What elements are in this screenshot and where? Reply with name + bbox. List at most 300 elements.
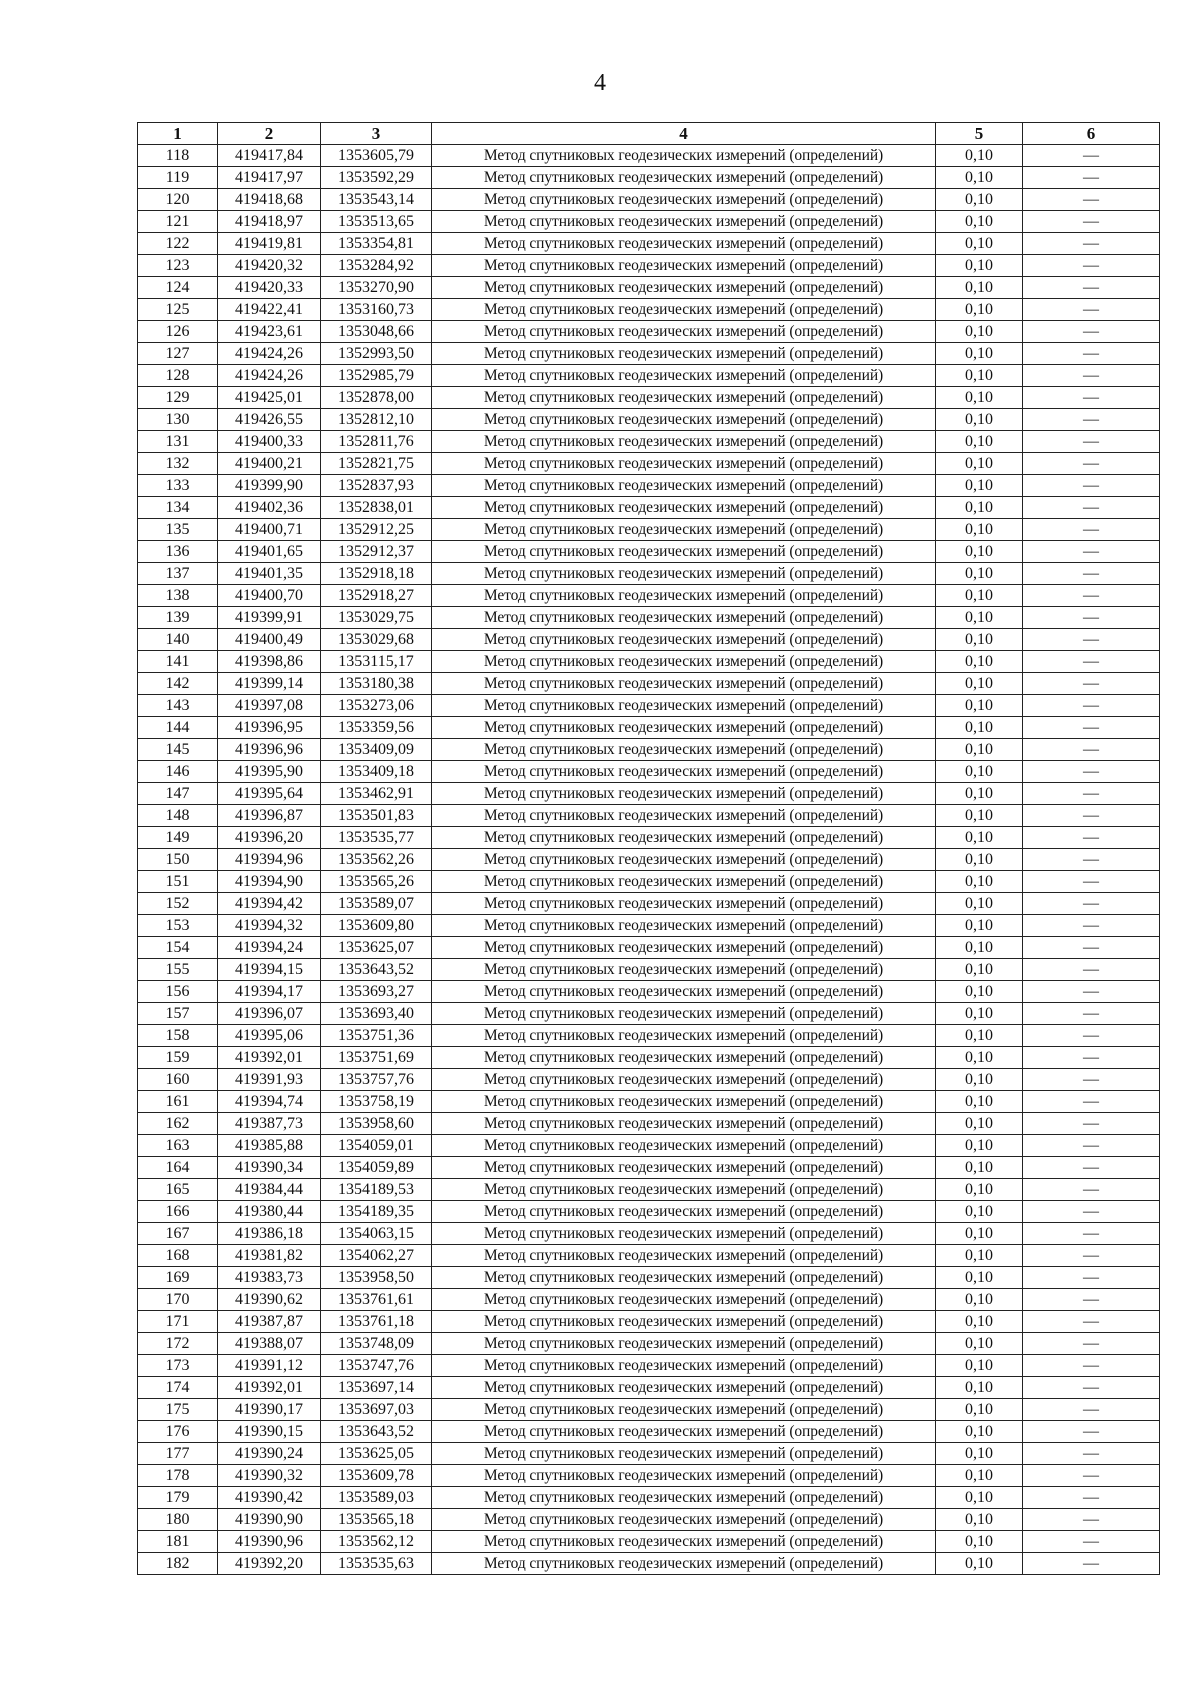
accuracy-cell: 0,10	[936, 1135, 1023, 1157]
table-row	[138, 145, 1160, 167]
method-cell: Метод спутниковых геодезических измерений (определений)	[432, 717, 936, 739]
x-coordinate-cell: 419400,21	[218, 453, 321, 475]
method-cell: Метод спутниковых геодезических измерений (определений)	[432, 497, 936, 519]
y-coordinate-cell: 1352821,75	[321, 453, 432, 475]
point-number-cell: 142	[138, 673, 218, 695]
method-cell: Метод спутниковых геодезических измерений (определений)	[432, 1355, 936, 1377]
method-cell: Метод спутниковых геодезических измерений (определений)	[432, 783, 936, 805]
note-cell: —	[1023, 805, 1160, 827]
point-number-cell: 152	[138, 893, 218, 915]
y-coordinate-cell: 1352912,37	[321, 541, 432, 563]
accuracy-cell: 0,10	[936, 1047, 1023, 1069]
point-number-cell: 118	[138, 145, 218, 167]
x-coordinate-cell: 419401,65	[218, 541, 321, 563]
point-number-cell: 120	[138, 189, 218, 211]
note-cell: —	[1023, 1443, 1160, 1465]
x-coordinate-cell: 419397,08	[218, 695, 321, 717]
table-row	[138, 1025, 1160, 1047]
table-row	[138, 849, 1160, 871]
x-coordinate-cell: 419396,20	[218, 827, 321, 849]
y-coordinate-cell: 1353409,18	[321, 761, 432, 783]
method-cell: Метод спутниковых геодезических измерений (определений)	[432, 277, 936, 299]
y-coordinate-cell: 1353029,75	[321, 607, 432, 629]
point-number-cell: 145	[138, 739, 218, 761]
point-number-cell: 148	[138, 805, 218, 827]
note-cell: —	[1023, 1047, 1160, 1069]
note-cell: —	[1023, 497, 1160, 519]
method-cell: Метод спутниковых геодезических измерений (определений)	[432, 365, 936, 387]
x-coordinate-cell: 419396,87	[218, 805, 321, 827]
note-cell: —	[1023, 189, 1160, 211]
accuracy-cell: 0,10	[936, 1069, 1023, 1091]
y-coordinate-cell: 1352918,18	[321, 563, 432, 585]
method-cell: Метод спутниковых геодезических измерений (определений)	[432, 1311, 936, 1333]
table-row	[138, 893, 1160, 915]
accuracy-cell: 0,10	[936, 277, 1023, 299]
method-cell: Метод спутниковых геодезических измерений (определений)	[432, 1113, 936, 1135]
y-coordinate-cell: 1353029,68	[321, 629, 432, 651]
y-coordinate-cell: 1353501,83	[321, 805, 432, 827]
accuracy-cell: 0,10	[936, 211, 1023, 233]
note-cell: —	[1023, 1355, 1160, 1377]
note-cell: —	[1023, 629, 1160, 651]
x-coordinate-cell: 419420,32	[218, 255, 321, 277]
method-cell: Метод спутниковых геодезических измерений (определений)	[432, 145, 936, 167]
x-coordinate-cell: 419400,70	[218, 585, 321, 607]
method-cell: Метод спутниковых геодезических измерений (определений)	[432, 541, 936, 563]
x-coordinate-cell: 419396,07	[218, 1003, 321, 1025]
table-row	[138, 1069, 1160, 1091]
note-cell: —	[1023, 695, 1160, 717]
table-row	[138, 1135, 1160, 1157]
y-coordinate-cell: 1354062,27	[321, 1245, 432, 1267]
y-coordinate-cell: 1352993,50	[321, 343, 432, 365]
point-number-cell: 135	[138, 519, 218, 541]
accuracy-cell: 0,10	[936, 1399, 1023, 1421]
accuracy-cell: 0,10	[936, 497, 1023, 519]
note-cell: —	[1023, 1509, 1160, 1531]
method-cell: Метод спутниковых геодезических измерений (определений)	[432, 233, 936, 255]
method-cell: Метод спутниковых геодезических измерений (определений)	[432, 321, 936, 343]
y-coordinate-cell: 1353562,12	[321, 1531, 432, 1553]
point-number-cell: 168	[138, 1245, 218, 1267]
x-coordinate-cell: 419418,68	[218, 189, 321, 211]
point-number-cell: 169	[138, 1267, 218, 1289]
note-cell: —	[1023, 431, 1160, 453]
method-cell: Метод спутниковых геодезических измерений (определений)	[432, 959, 936, 981]
point-number-cell: 157	[138, 1003, 218, 1025]
accuracy-cell: 0,10	[936, 145, 1023, 167]
note-cell: —	[1023, 915, 1160, 937]
method-cell: Метод спутниковых геодезических измерений (определений)	[432, 739, 936, 761]
table-row	[138, 673, 1160, 695]
table-row	[138, 1179, 1160, 1201]
y-coordinate-cell: 1353693,40	[321, 1003, 432, 1025]
note-cell: —	[1023, 409, 1160, 431]
table-row	[138, 1289, 1160, 1311]
method-cell: Метод спутниковых геодезических измерений (определений)	[432, 651, 936, 673]
method-cell: Метод спутниковых геодезических измерений (определений)	[432, 1443, 936, 1465]
note-cell: —	[1023, 1025, 1160, 1047]
accuracy-cell: 0,10	[936, 343, 1023, 365]
point-number-cell: 130	[138, 409, 218, 431]
accuracy-cell: 0,10	[936, 937, 1023, 959]
point-number-cell: 170	[138, 1289, 218, 1311]
x-coordinate-cell: 419399,90	[218, 475, 321, 497]
y-coordinate-cell: 1353761,18	[321, 1311, 432, 1333]
point-number-cell: 172	[138, 1333, 218, 1355]
table-row	[138, 189, 1160, 211]
point-number-cell: 122	[138, 233, 218, 255]
y-coordinate-cell: 1353757,76	[321, 1069, 432, 1091]
method-cell: Метод спутниковых геодезических измерений (определений)	[432, 519, 936, 541]
point-number-cell: 129	[138, 387, 218, 409]
x-coordinate-cell: 419394,74	[218, 1091, 321, 1113]
accuracy-cell: 0,10	[936, 519, 1023, 541]
note-cell: —	[1023, 1157, 1160, 1179]
point-number-cell: 177	[138, 1443, 218, 1465]
note-cell: —	[1023, 1333, 1160, 1355]
x-coordinate-cell: 419425,01	[218, 387, 321, 409]
note-cell: —	[1023, 387, 1160, 409]
y-coordinate-cell: 1353605,79	[321, 145, 432, 167]
y-coordinate-cell: 1352812,10	[321, 409, 432, 431]
y-coordinate-cell: 1352912,25	[321, 519, 432, 541]
y-coordinate-cell: 1353462,91	[321, 783, 432, 805]
table-row	[138, 607, 1160, 629]
x-coordinate-cell: 419424,26	[218, 365, 321, 387]
table-row	[138, 277, 1160, 299]
method-cell: Метод спутниковых геодезических измерений (определений)	[432, 827, 936, 849]
table-row	[138, 387, 1160, 409]
x-coordinate-cell: 419392,01	[218, 1047, 321, 1069]
method-cell: Метод спутниковых геодезических измерений (определений)	[432, 1223, 936, 1245]
method-cell: Метод спутниковых геодезических измерений (определений)	[432, 255, 936, 277]
method-cell: Метод спутниковых геодезических измерений (определений)	[432, 695, 936, 717]
point-number-cell: 175	[138, 1399, 218, 1421]
point-number-cell: 146	[138, 761, 218, 783]
method-cell: Метод спутниковых геодезических измерений (определений)	[432, 893, 936, 915]
y-coordinate-cell: 1352811,76	[321, 431, 432, 453]
y-coordinate-cell: 1353180,38	[321, 673, 432, 695]
y-coordinate-cell: 1353354,81	[321, 233, 432, 255]
method-cell: Метод спутниковых геодезических измерений (определений)	[432, 585, 936, 607]
table-row	[138, 1531, 1160, 1553]
point-number-cell: 179	[138, 1487, 218, 1509]
x-coordinate-cell: 419394,32	[218, 915, 321, 937]
y-coordinate-cell: 1353592,29	[321, 167, 432, 189]
y-coordinate-cell: 1353751,69	[321, 1047, 432, 1069]
x-coordinate-cell: 419390,24	[218, 1443, 321, 1465]
table-row	[138, 409, 1160, 431]
table-row	[138, 739, 1160, 761]
point-number-cell: 178	[138, 1465, 218, 1487]
point-number-cell: 121	[138, 211, 218, 233]
note-cell: —	[1023, 673, 1160, 695]
x-coordinate-cell: 419424,26	[218, 343, 321, 365]
point-number-cell: 181	[138, 1531, 218, 1553]
y-coordinate-cell: 1352985,79	[321, 365, 432, 387]
table-row	[138, 1399, 1160, 1421]
x-coordinate-cell: 419390,15	[218, 1421, 321, 1443]
x-coordinate-cell: 419380,44	[218, 1201, 321, 1223]
table-row	[138, 1091, 1160, 1113]
table-row	[138, 211, 1160, 233]
note-cell: —	[1023, 849, 1160, 871]
y-coordinate-cell: 1353609,78	[321, 1465, 432, 1487]
method-cell: Метод спутниковых геодезических измерений (определений)	[432, 343, 936, 365]
y-coordinate-cell: 1352878,00	[321, 387, 432, 409]
accuracy-cell: 0,10	[936, 783, 1023, 805]
point-number-cell: 144	[138, 717, 218, 739]
accuracy-cell: 0,10	[936, 981, 1023, 1003]
point-number-cell: 182	[138, 1553, 218, 1575]
point-number-cell: 171	[138, 1311, 218, 1333]
table-row	[138, 563, 1160, 585]
table-row	[138, 761, 1160, 783]
note-cell: —	[1023, 1091, 1160, 1113]
y-coordinate-cell: 1353751,36	[321, 1025, 432, 1047]
point-number-cell: 134	[138, 497, 218, 519]
point-number-cell: 156	[138, 981, 218, 1003]
x-coordinate-cell: 419400,33	[218, 431, 321, 453]
x-coordinate-cell: 419394,90	[218, 871, 321, 893]
y-coordinate-cell: 1353565,18	[321, 1509, 432, 1531]
table-row	[138, 453, 1160, 475]
table-row	[138, 1223, 1160, 1245]
method-cell: Метод спутниковых геодезических измерений (определений)	[432, 299, 936, 321]
y-coordinate-cell: 1352837,93	[321, 475, 432, 497]
note-cell: —	[1023, 1113, 1160, 1135]
table-row	[138, 1047, 1160, 1069]
accuracy-cell: 0,10	[936, 1421, 1023, 1443]
note-cell: —	[1023, 1289, 1160, 1311]
note-cell: —	[1023, 1267, 1160, 1289]
note-cell: —	[1023, 585, 1160, 607]
table-header-row	[138, 123, 1160, 145]
note-cell: —	[1023, 893, 1160, 915]
x-coordinate-cell: 419395,06	[218, 1025, 321, 1047]
x-coordinate-cell: 419392,01	[218, 1377, 321, 1399]
x-coordinate-cell: 419390,96	[218, 1531, 321, 1553]
method-cell: Метод спутниковых геодезических измерений (определений)	[432, 475, 936, 497]
point-number-cell: 141	[138, 651, 218, 673]
method-cell: Метод спутниковых геодезических измерений (определений)	[432, 1509, 936, 1531]
table-row	[138, 783, 1160, 805]
point-number-cell: 137	[138, 563, 218, 585]
x-coordinate-cell: 419390,17	[218, 1399, 321, 1421]
note-cell: —	[1023, 717, 1160, 739]
accuracy-cell: 0,10	[936, 651, 1023, 673]
y-coordinate-cell: 1354189,53	[321, 1179, 432, 1201]
method-cell: Метод спутниковых геодезических измерений (определений)	[432, 1333, 936, 1355]
point-number-cell: 124	[138, 277, 218, 299]
column-header: 6	[1023, 123, 1160, 145]
table-row	[138, 321, 1160, 343]
method-cell: Метод спутниковых геодезических измерений (определений)	[432, 1245, 936, 1267]
method-cell: Метод спутниковых геодезических измерений (определений)	[432, 1399, 936, 1421]
x-coordinate-cell: 419391,93	[218, 1069, 321, 1091]
table-row	[138, 541, 1160, 563]
point-number-cell: 149	[138, 827, 218, 849]
column-header: 3	[321, 123, 432, 145]
note-cell: —	[1023, 1069, 1160, 1091]
accuracy-cell: 0,10	[936, 365, 1023, 387]
note-cell: —	[1023, 255, 1160, 277]
note-cell: —	[1023, 233, 1160, 255]
note-cell: —	[1023, 607, 1160, 629]
point-number-cell: 133	[138, 475, 218, 497]
table-row	[138, 629, 1160, 651]
x-coordinate-cell: 419394,24	[218, 937, 321, 959]
x-coordinate-cell: 419394,15	[218, 959, 321, 981]
x-coordinate-cell: 419392,20	[218, 1553, 321, 1575]
coordinates-table	[137, 122, 1160, 1575]
x-coordinate-cell: 419417,97	[218, 167, 321, 189]
accuracy-cell: 0,10	[936, 189, 1023, 211]
method-cell: Метод спутниковых геодезических измерений (определений)	[432, 1421, 936, 1443]
method-cell: Метод спутниковых геодезических измерений (определений)	[432, 1157, 936, 1179]
point-number-cell: 176	[138, 1421, 218, 1443]
accuracy-cell: 0,10	[936, 453, 1023, 475]
accuracy-cell: 0,10	[936, 695, 1023, 717]
method-cell: Метод спутниковых геодезических измерений (определений)	[432, 1091, 936, 1113]
y-coordinate-cell: 1352918,27	[321, 585, 432, 607]
note-cell: —	[1023, 299, 1160, 321]
note-cell: —	[1023, 1223, 1160, 1245]
y-coordinate-cell: 1353958,60	[321, 1113, 432, 1135]
note-cell: —	[1023, 761, 1160, 783]
method-cell: Метод спутниковых геодезических измерений (определений)	[432, 915, 936, 937]
y-coordinate-cell: 1353565,26	[321, 871, 432, 893]
accuracy-cell: 0,10	[936, 585, 1023, 607]
accuracy-cell: 0,10	[936, 1553, 1023, 1575]
point-number-cell: 119	[138, 167, 218, 189]
note-cell: —	[1023, 1003, 1160, 1025]
y-coordinate-cell: 1353697,14	[321, 1377, 432, 1399]
y-coordinate-cell: 1353115,17	[321, 651, 432, 673]
point-number-cell: 174	[138, 1377, 218, 1399]
note-cell: —	[1023, 739, 1160, 761]
x-coordinate-cell: 419387,73	[218, 1113, 321, 1135]
accuracy-cell: 0,10	[936, 849, 1023, 871]
table-row	[138, 1509, 1160, 1531]
x-coordinate-cell: 419390,62	[218, 1289, 321, 1311]
method-cell: Метод спутниковых геодезических измерений (определений)	[432, 1003, 936, 1025]
accuracy-cell: 0,10	[936, 1025, 1023, 1047]
y-coordinate-cell: 1353589,03	[321, 1487, 432, 1509]
accuracy-cell: 0,10	[936, 255, 1023, 277]
point-number-cell: 123	[138, 255, 218, 277]
y-coordinate-cell: 1352838,01	[321, 497, 432, 519]
note-cell: —	[1023, 1531, 1160, 1553]
table-row	[138, 1113, 1160, 1135]
point-number-cell: 162	[138, 1113, 218, 1135]
method-cell: Метод спутниковых геодезических измерений (определений)	[432, 167, 936, 189]
point-number-cell: 131	[138, 431, 218, 453]
note-cell: —	[1023, 981, 1160, 1003]
point-number-cell: 140	[138, 629, 218, 651]
table-row	[138, 1157, 1160, 1179]
point-number-cell: 155	[138, 959, 218, 981]
point-number-cell: 125	[138, 299, 218, 321]
y-coordinate-cell: 1353643,52	[321, 959, 432, 981]
x-coordinate-cell: 419402,36	[218, 497, 321, 519]
y-coordinate-cell: 1353748,09	[321, 1333, 432, 1355]
accuracy-cell: 0,10	[936, 959, 1023, 981]
x-coordinate-cell: 419384,44	[218, 1179, 321, 1201]
point-number-cell: 126	[138, 321, 218, 343]
x-coordinate-cell: 419388,07	[218, 1333, 321, 1355]
x-coordinate-cell: 419391,12	[218, 1355, 321, 1377]
table-row	[138, 1553, 1160, 1575]
accuracy-cell: 0,10	[936, 1179, 1023, 1201]
note-cell: —	[1023, 211, 1160, 233]
accuracy-cell: 0,10	[936, 1531, 1023, 1553]
column-header: 2	[218, 123, 321, 145]
x-coordinate-cell: 419390,32	[218, 1465, 321, 1487]
table-row	[138, 233, 1160, 255]
y-coordinate-cell: 1354059,01	[321, 1135, 432, 1157]
table-row	[138, 1333, 1160, 1355]
accuracy-cell: 0,10	[936, 321, 1023, 343]
y-coordinate-cell: 1353535,77	[321, 827, 432, 849]
method-cell: Метод спутниковых геодезических измерений (определений)	[432, 871, 936, 893]
y-coordinate-cell: 1353643,52	[321, 1421, 432, 1443]
table-row	[138, 937, 1160, 959]
x-coordinate-cell: 419420,33	[218, 277, 321, 299]
note-cell: —	[1023, 365, 1160, 387]
y-coordinate-cell: 1353284,92	[321, 255, 432, 277]
note-cell: —	[1023, 827, 1160, 849]
x-coordinate-cell: 419419,81	[218, 233, 321, 255]
x-coordinate-cell: 419390,42	[218, 1487, 321, 1509]
accuracy-cell: 0,10	[936, 717, 1023, 739]
accuracy-cell: 0,10	[936, 1465, 1023, 1487]
x-coordinate-cell: 419426,55	[218, 409, 321, 431]
table-row	[138, 431, 1160, 453]
x-coordinate-cell: 419422,41	[218, 299, 321, 321]
method-cell: Метод спутниковых геодезических измерений (определений)	[432, 607, 936, 629]
table-row	[138, 717, 1160, 739]
method-cell: Метод спутниковых геодезических измерений (определений)	[432, 761, 936, 783]
note-cell: —	[1023, 1553, 1160, 1575]
method-cell: Метод спутниковых геодезических измерений (определений)	[432, 1025, 936, 1047]
x-coordinate-cell: 419395,64	[218, 783, 321, 805]
accuracy-cell: 0,10	[936, 1443, 1023, 1465]
accuracy-cell: 0,10	[936, 915, 1023, 937]
y-coordinate-cell: 1353409,09	[321, 739, 432, 761]
method-cell: Метод спутниковых геодезических измерений (определений)	[432, 1377, 936, 1399]
table-row	[138, 519, 1160, 541]
method-cell: Метод спутниковых геодезических измерений (определений)	[432, 1289, 936, 1311]
note-cell: —	[1023, 871, 1160, 893]
x-coordinate-cell: 419418,97	[218, 211, 321, 233]
y-coordinate-cell: 1354063,15	[321, 1223, 432, 1245]
y-coordinate-cell: 1353513,65	[321, 211, 432, 233]
accuracy-cell: 0,10	[936, 1157, 1023, 1179]
note-cell: —	[1023, 959, 1160, 981]
accuracy-cell: 0,10	[936, 409, 1023, 431]
x-coordinate-cell: 419400,71	[218, 519, 321, 541]
x-coordinate-cell: 419386,18	[218, 1223, 321, 1245]
table-row	[138, 1311, 1160, 1333]
accuracy-cell: 0,10	[936, 893, 1023, 915]
note-cell: —	[1023, 1179, 1160, 1201]
y-coordinate-cell: 1353359,56	[321, 717, 432, 739]
point-number-cell: 180	[138, 1509, 218, 1531]
x-coordinate-cell: 419417,84	[218, 145, 321, 167]
